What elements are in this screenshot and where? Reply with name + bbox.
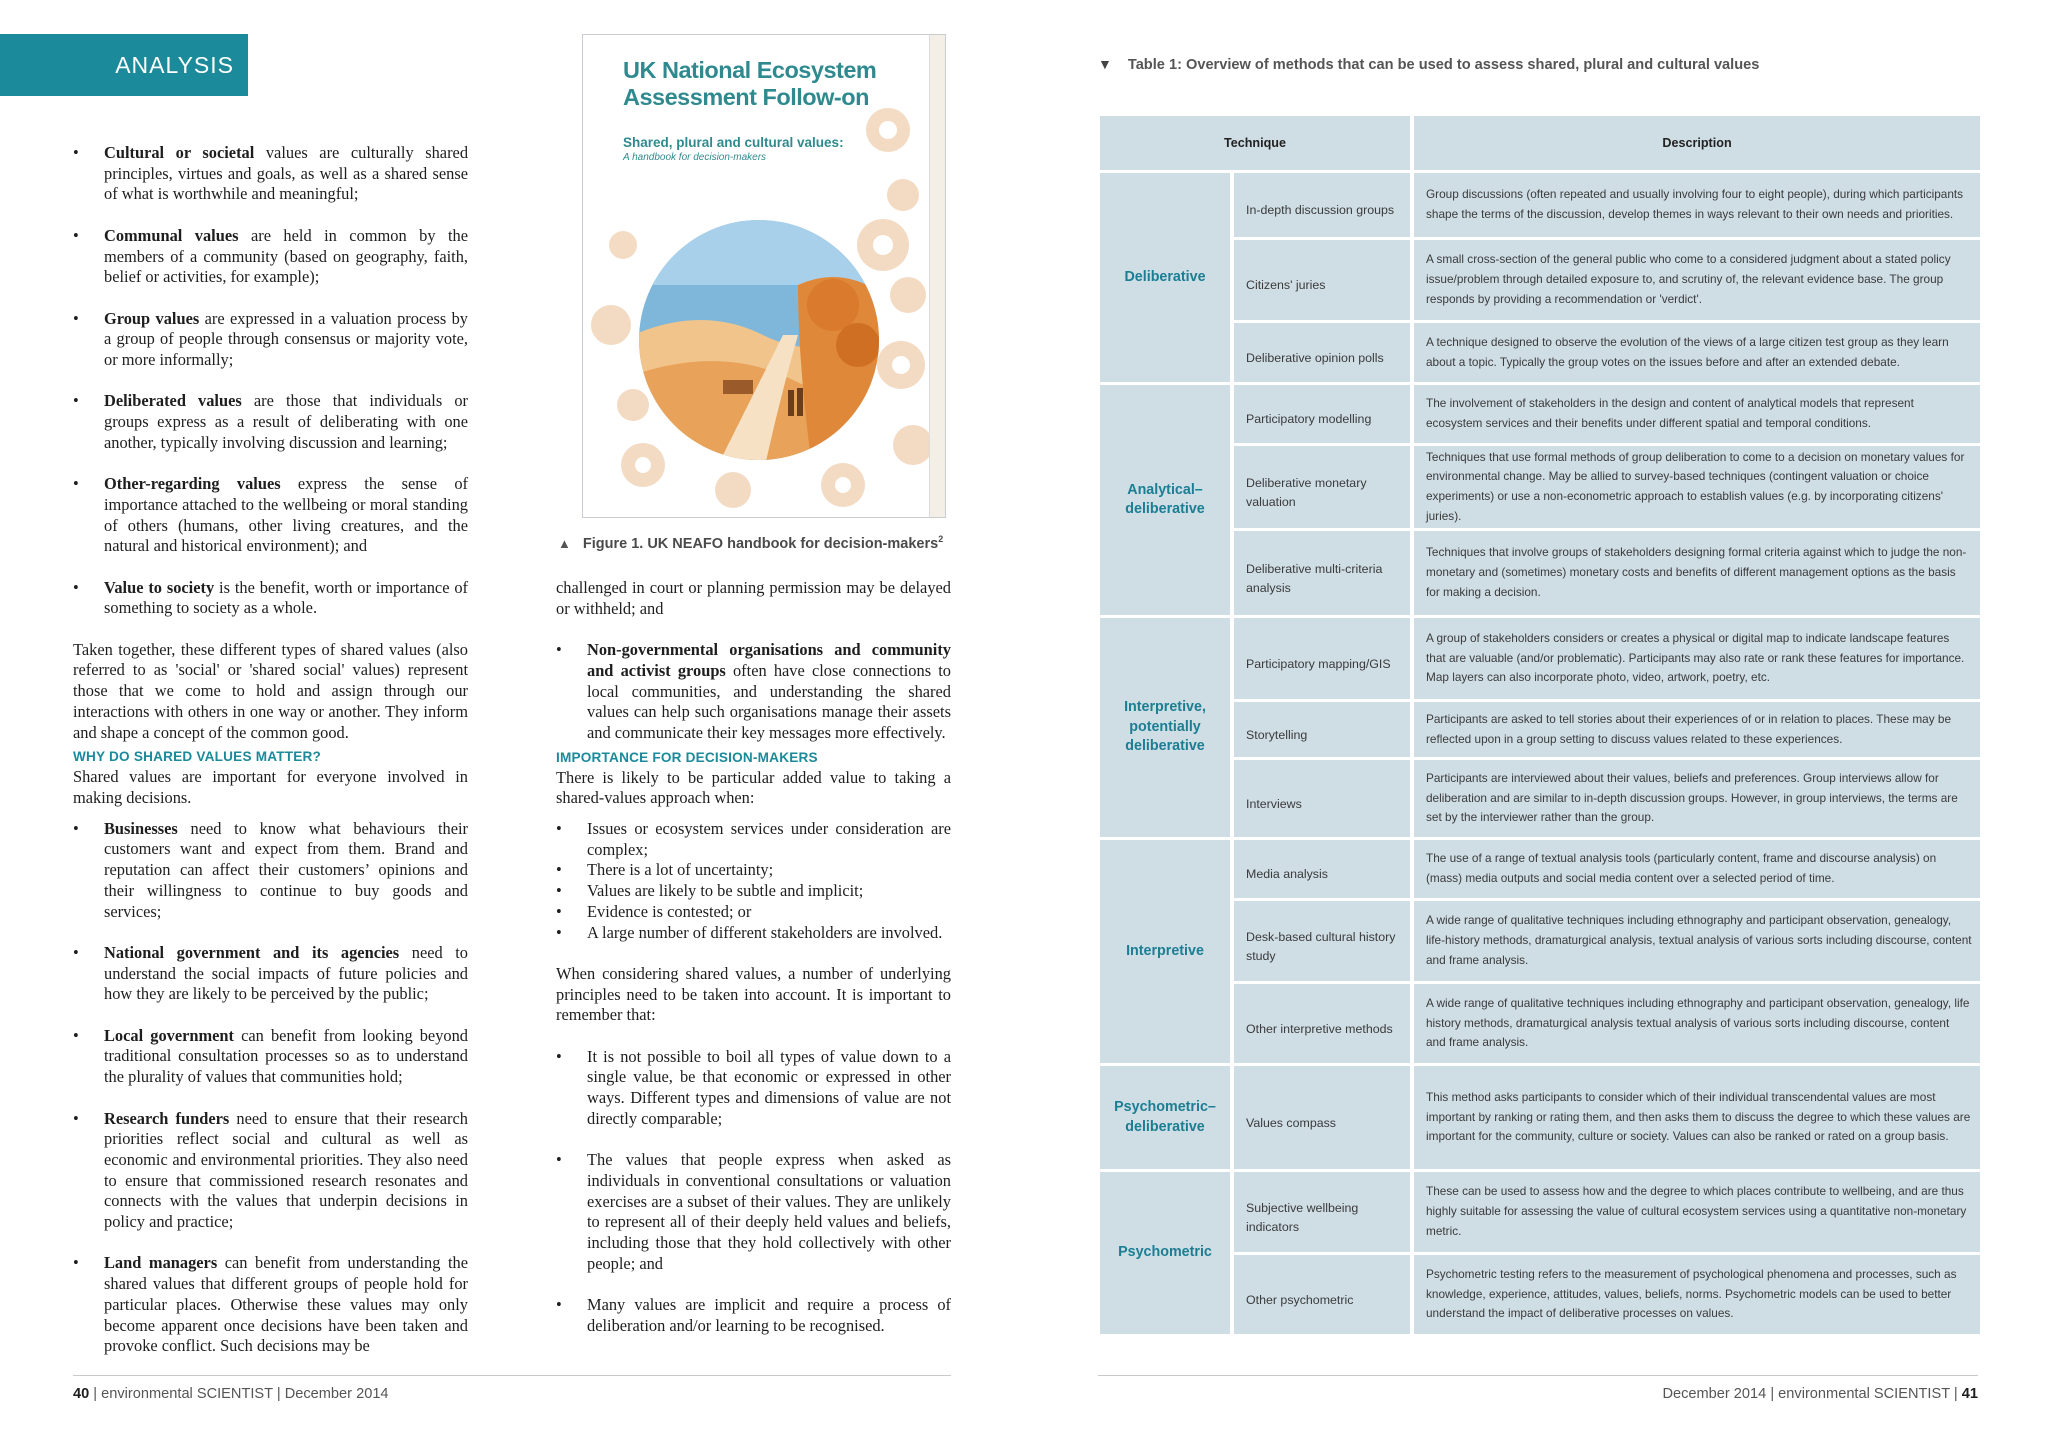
table-description-cell: A small cross-section of the general public who come to a considered judgment about a stated policy issue/problem through detailed exposure to, and scrutiny of, the relevant evidence base. The group responds by providing a recommendation or 'verdict'. xyxy=(1414,240,1980,320)
page-number: 40 xyxy=(73,1386,90,1402)
list-item: • Land managers can benefit from understanding the shared values that different groups of people hold for particular places. Otherwise these values may only become apparent once decisions have been taken and provoke conflict. Such decisions may be xyxy=(73,1253,468,1357)
paragraph: challenged in court or planning permission may be delayed or withheld; and xyxy=(556,578,951,618)
table-description-cell: This method asks participants to consider which of their individual transcendental values are most important by ranking or rating them, and then asks them to discuss the degree to which these values are important for the community, culture or society. Values can also be ranked or rated on a group basis. xyxy=(1414,1066,1980,1169)
list-item: • Value to society is the benefit, worth or importance of something to society as a whole. xyxy=(73,578,468,619)
list-item: • Values are likely to be subtle and implicit; xyxy=(556,881,951,902)
table-technique-cell: Other psychometric xyxy=(1234,1255,1410,1334)
table-description-cell: The involvement of stakeholders in the design and content of analytical models that represent ecosystem services and their benefits under different spatial and temporal conditions. xyxy=(1414,385,1980,443)
table-description-cell: Techniques that involve groups of stakeholders designing formal criteria against which to judge the non-monetary and (sometimes) monetary costs and benefits of different management options as the basis for making a decision. xyxy=(1414,531,1980,615)
list-item: • The values that people express when asked as individuals in conventional consultations or valuation exercises are a subset of their values. They are unlikely to represent all of their deeply held values and beliefs, including those that they hold collectively with other people; and xyxy=(556,1150,951,1274)
table-technique-cell: Values compass xyxy=(1234,1066,1410,1169)
table-technique-cell: Deliberative monetary valuation xyxy=(1234,446,1410,528)
figure-caption: ▲ Figure 1. UK NEAFO handbook for decision-makers$^2$ xyxy=(558,534,944,552)
table-technique-cell: Deliberative opinion polls xyxy=(1234,323,1410,382)
caption-triangle-icon: ▲ xyxy=(558,535,571,551)
table-technique-cell: Desk-based cultural history study xyxy=(1234,901,1410,981)
table-description-cell: Participants are interviewed about their values, beliefs and preferences. Group interviews allow for deliberation and are similar to in-depth discussion groups. However, in group interviews, the terms are set by the interviewer rather than the group. xyxy=(1414,760,1980,837)
footer-right: December 2014 | environmental SCIENTIST | 41 xyxy=(1662,1386,1978,1402)
list-item: • Businesses need to know what behaviours their customers want and expect from them. Brand and reputation can affect their customers’ opinions and their willingness to continue to buy goods and services; xyxy=(73,819,468,923)
list-item: • Research funders need to ensure that their research priorities reflect social and cultural as well as economic and environmental priorities. They also need to ensure that commissioned research resonates and connects with the values that underpin decisions in policy and practice; xyxy=(73,1109,468,1233)
table-technique-cell: In-depth discussion groups xyxy=(1234,173,1410,237)
list-item: • Cultural or societal values are culturally shared principles, virtues and goals, as well as a shared sense of what is worthwhile and meaningful; xyxy=(73,143,468,205)
table-description-cell: Psychometric testing refers to the measurement of psychological phenomena and processes, such as knowledge, experience, attitudes, values, beliefs, norms. Psychometric models can be used to better understand the impact of deliberative processes on values. xyxy=(1414,1255,1980,1334)
table-description-cell: A wide range of qualitative techniques including ethnography and participant observation, genealogy, life-history methods, dramaturgical analysis, textual analysis of various sorts including discourse, content and frame analysis. xyxy=(1414,901,1980,981)
handbook-cover-figure xyxy=(582,34,946,518)
cover-page-edge xyxy=(929,35,945,518)
paragraph: Shared values are important for everyone involved in making decisions. xyxy=(73,767,468,807)
list-item: • A large number of different stakeholders are involved. xyxy=(556,923,951,944)
table-description-cell: These can be used to assess how and the degree to which places contribute to wellbeing, and are thus highly suitable for assessing the value of cultural ecosystem services using a quantitative non-monetary metric. xyxy=(1414,1172,1980,1252)
list-item: • Communal values are held in common by the members of a community (based on geography, faith, belief or activities, for example); xyxy=(73,226,468,288)
list-item: • Deliberated values are those that individuals or groups express as a result of deliberating with one another, typically involving discussion and learning; xyxy=(73,391,468,453)
table-technique-cell: Deliberative multi-criteria analysis xyxy=(1234,531,1410,615)
paragraph: Taken together, these different types of shared values (also referred to as 'social' or 'shared social' values) represent those that we come to hold and assign through our interactions with others in one way or another. They inform and shape a concept of the common good. xyxy=(73,639,468,742)
list-item: • Non-governmental organisations and community and activist groups often have close connections to local communities, and understanding the shared values can help such organisations manage their assets and communicate their key messages more effectively. xyxy=(556,640,951,744)
methods-table xyxy=(1100,116,1980,1334)
group-interpretive: Interpretive xyxy=(1100,840,1230,1063)
list-item: • Local government can benefit from looking beyond traditional consultation processes so as to understand the plurality of values that communities hold; xyxy=(73,1026,468,1088)
list-item: • Evidence is contested; or xyxy=(556,902,951,923)
table-header-description: Description xyxy=(1414,116,1980,170)
table-technique-cell: Citizens' juries xyxy=(1234,240,1410,320)
table-description-cell: A group of stakeholders considers or creates a physical or digital map to indicate landscape features that are valuable (and/or problematic). Participants may also rate or rank these features for importance. Map layers can also incorporate photo, video, artwork, poetry, etc. xyxy=(1414,618,1980,699)
table-technique-cell: Interviews xyxy=(1234,760,1410,837)
table-triangle-icon: ▼ xyxy=(1098,56,1112,72)
cover-subtitle-2: A handbook for decision-makers xyxy=(623,152,767,163)
table-technique-cell: Media analysis xyxy=(1234,840,1410,898)
section-tab: ANALYSIS xyxy=(0,34,248,96)
table-description-cell: Techniques that use formal methods of group deliberation to come to a decision on monetary values for environmental change. May be allied to survey-based techniques (contingent valuation or choice experiments) or use a non-econometric approach to establish values (e.g. by incorporating citizens' juries). xyxy=(1414,446,1980,528)
list-item: • Other-regarding values express the sense of importance attached to the wellbeing or moral standing of others (humans, other living creatures, and the natural and historical environment); and xyxy=(73,474,468,557)
footer-rule-right xyxy=(1098,1375,1978,1376)
list-item: • Group values are expressed in a valuation process by a group of people through consensus or majority vote, or more informally; xyxy=(73,309,468,371)
table-description-cell: Group discussions (often repeated and usually involving four to eight people), during which participants shape the terms of the discussion, develop themes in ways relevant to their own needs and priorities. xyxy=(1414,173,1980,237)
list-item: • It is not possible to boil all types of value down to a single value, be that economic or expressed in other ways. Different types and dimensions of value are not directly comparable; xyxy=(556,1047,951,1130)
table-technique-cell: Participatory mapping/GIS xyxy=(1234,618,1410,699)
group-interpretive-potentially-deliberative: Interpretive, potentially deliberative xyxy=(1100,618,1230,837)
table-header-technique: Technique xyxy=(1100,116,1410,170)
middle-column xyxy=(556,578,951,1337)
table-description-cell: Participants are asked to tell stories about their experiences of or in relation to places. These may be reflected upon in a group setting to discuss values related to these experiences. xyxy=(1414,702,1980,757)
table-description-cell: The use of a range of textual analysis tools (particularly content, frame and discourse analysis) on (mass) media outputs and social media content over a selected period of time. xyxy=(1414,840,1980,898)
left-column xyxy=(73,143,468,1357)
table-technique-cell: Storytelling xyxy=(1234,702,1410,757)
group-psychometric-deliberative: Psychometric–deliberative xyxy=(1100,1066,1230,1169)
table-technique-cell: Other interpretive methods xyxy=(1234,984,1410,1063)
cover-title: UK National Ecosystem Assessment Follow-on xyxy=(623,57,877,110)
section-heading: WHY DO SHARED VALUES MATTER? xyxy=(73,749,322,765)
paragraph: When considering shared values, a number of underlying principles need to be taken into account. It is important to remember that: xyxy=(556,963,951,1025)
table-title: ▼ Table 1: Overview of methods that can be used to assess shared, plural and cultural values xyxy=(1098,56,1760,73)
footer-left: 40 | environmental SCIENTIST | December 2014 xyxy=(73,1386,389,1402)
section-heading: IMPORTANCE FOR DECISION-MAKERS xyxy=(556,749,818,765)
page-number: 41 xyxy=(1961,1386,1978,1402)
cover-subtitle: Shared, plural and cultural values: xyxy=(623,135,844,150)
list-item: • Many values are implicit and require a process of deliberation and/or learning to be recognised. xyxy=(556,1295,951,1336)
footer-rule-left xyxy=(73,1375,951,1376)
table-description-cell: A technique designed to observe the evolution of the views of a large citizen test group as they learn about a topic. Typically the group votes on the issues before and after an extended debate. xyxy=(1414,323,1980,382)
group-psychometric: Psychometric xyxy=(1100,1172,1230,1334)
group-deliberative: Deliberative xyxy=(1100,173,1230,382)
paragraph: There is likely to be particular added value to taking a shared-values approach when: xyxy=(556,767,951,808)
table-technique-cell: Subjective wellbeing indicators xyxy=(1234,1172,1410,1252)
table-technique-cell: Participatory modelling xyxy=(1234,385,1410,443)
group-analytical-deliberative: Analytical–deliberative xyxy=(1100,385,1230,615)
list-item: • National government and its agencies need to understand the social impacts of future policies and how they are likely to be perceived by the public; xyxy=(73,943,468,1005)
table-description-cell: A wide range of qualitative techniques including ethnography and participant observation, genealogy, life history methods, dramaturgical analysis textual analysis of various sorts including discourse, content and frame analysis. xyxy=(1414,984,1980,1063)
list-item: • There is a lot of uncertainty; xyxy=(556,860,951,881)
list-item: • Issues or ecosystem services under consideration are complex; xyxy=(556,819,951,860)
